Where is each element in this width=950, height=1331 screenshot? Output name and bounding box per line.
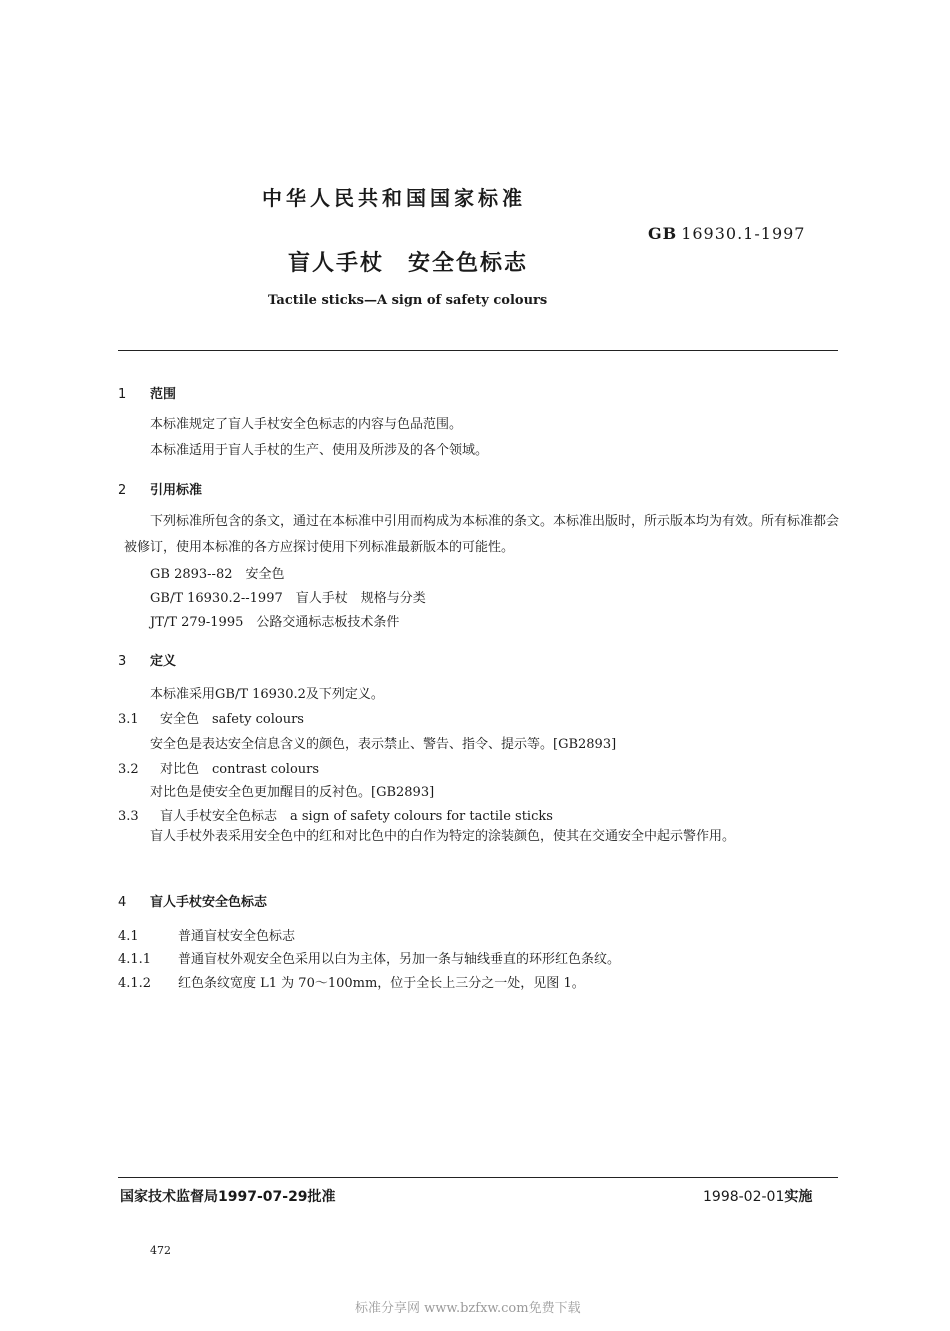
watermark: 标准分享网 www.bzfxw.com免费下载 [355,1301,581,1316]
reference-item: GB/T 16930.2--1997 盲人手杖 规格与分类 [150,591,426,606]
reference-item: GB 2893--82 安全色 [150,567,285,582]
definition-3-3-text: 盲人手杖外表采用安全色中的红和对比色中的白作为特定的涂装颜色，使其在交通安全中起示警作用。 [150,829,736,844]
approval-note: 国家技术监督局1997-07-29批准 [120,1189,336,1205]
section-3-intro: 本标准采用GB/T 16930.2及下列定义。 [150,687,384,702]
definition-3-1-text: 安全色是表达安全信息含义的颜色，表示禁止、警告、指令、提示等。[GB2893] [150,737,617,752]
document-title-cn: 盲人手杖 安全色标志 [288,251,529,276]
code-prefix: GB [648,224,678,243]
standard-code [648,224,805,243]
clause-4-1: 4.1 普通盲杖安全色标志 [118,929,296,944]
section-1-para-2: 本标准适用于盲人手杖的生产、使用及所涉及的各个领域。 [150,443,489,458]
definition-3-1-term: 3.1 安全色 safety colours [118,712,304,727]
clause-4-1-2: 4.1.2 红色条纹宽度 L1 为 70～100mm，位于全长上三分之一处，见图 1。 [118,976,585,991]
document-title-en: Tactile sticks—A sign of safety colours [268,293,548,308]
section-1-heading: 1 范围 [118,387,177,402]
section-4-heading: 4 盲人手杖安全色标志 [118,895,268,910]
section-1-para-1: 本标准规定了盲人手杖安全色标志的内容与色品范围。 [150,417,463,432]
clause-4-1-1: 4.1.1 普通盲杖外观安全色采用以白为主体，另加一条与轴线垂直的环形红色条纹。 [118,952,621,967]
effective-suffix: 实施 [784,1189,813,1205]
section-2-intro: 下列标准所包含的条文，通过在本标准中引用而构成为本标准的条文。本标准出版时，所示版本均为有效。所有标准都会被修订，使用本标准的各方应探讨使用下列标准最新版本的可能性。 [124,514,840,555]
section-2-heading: 2 引用标准 [118,483,203,498]
code-number: 16930.1-1997 [681,224,806,243]
definition-3-2-term: 3.2 对比色 contrast colours [118,762,320,777]
effective-note [703,1186,812,1206]
reference-item: JT/T 279-1995 公路交通标志板技术条件 [150,615,400,630]
effective-date: 1998-02-01 [703,1189,785,1205]
standard-type-title: 中华人民共和国国家标准 [262,186,526,210]
footer-divider [118,1177,838,1178]
definition-3-2-text: 对比色是使安全色更加醒目的反衬色。[GB2893] [150,785,435,800]
page-number: 472 [150,1244,171,1257]
header-divider [118,350,838,351]
section-3-heading: 3 定义 [118,654,177,669]
definition-3-3-term: 3.3 盲人手杖安全色标志 a sign of safety colours for tactile sticks [118,809,553,824]
